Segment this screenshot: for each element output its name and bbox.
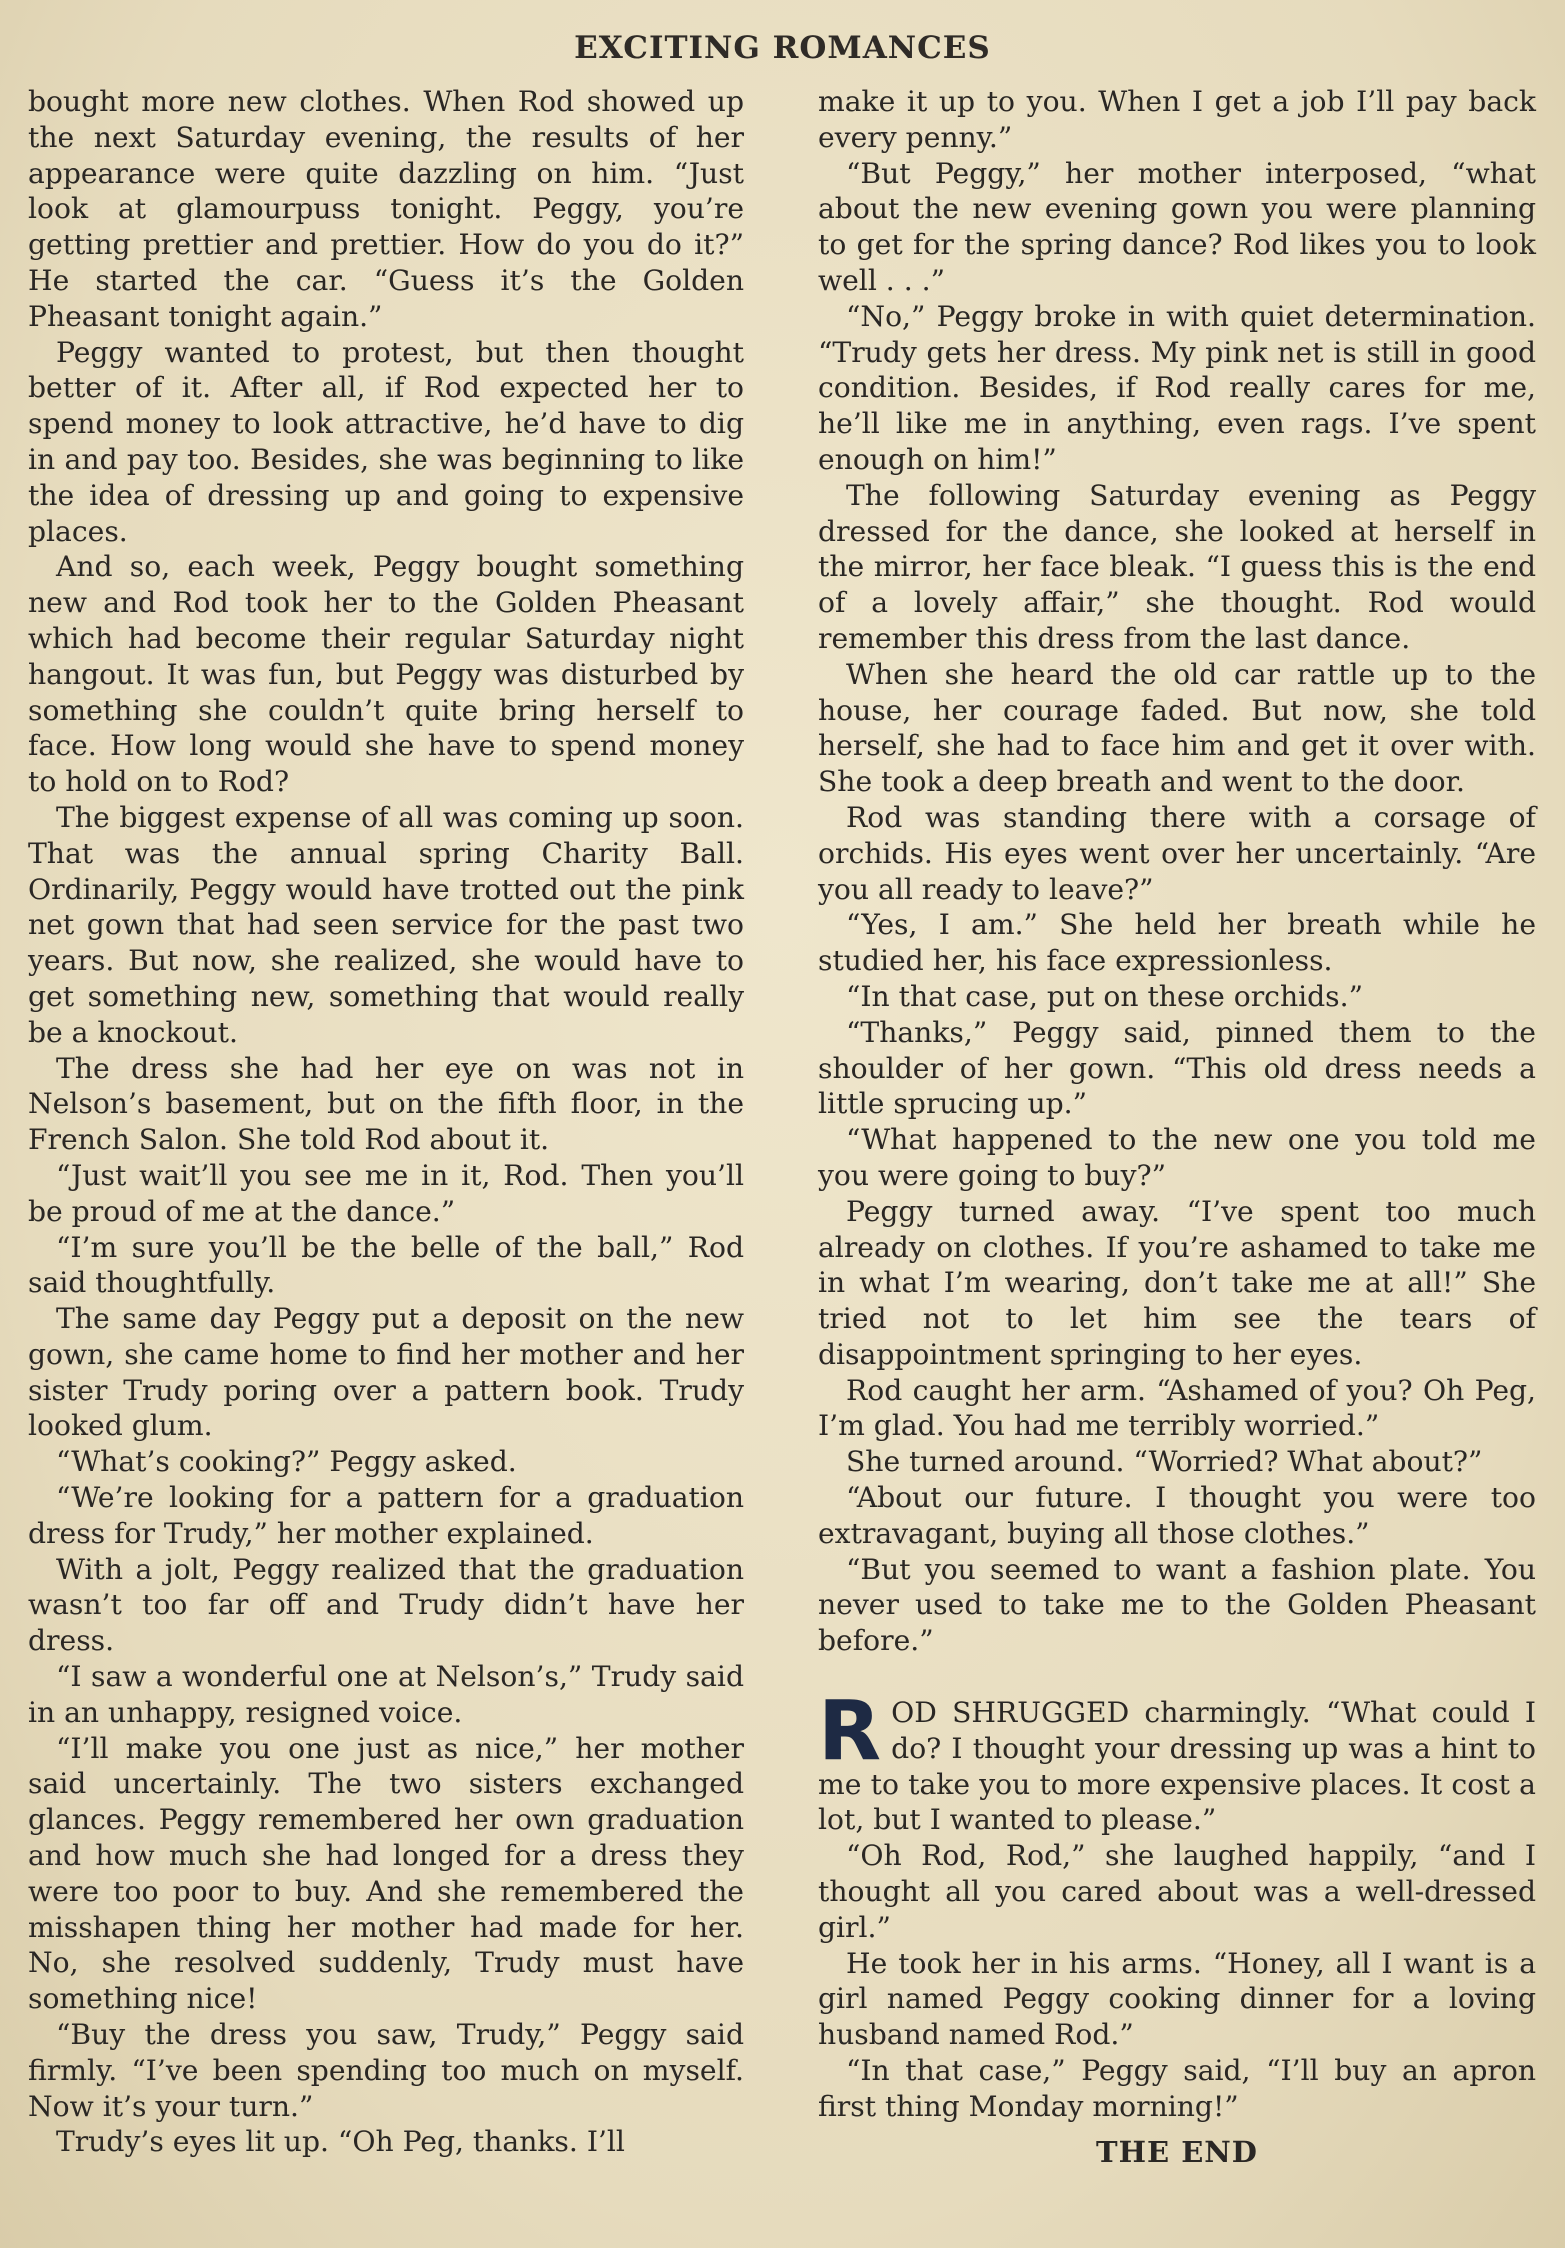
paragraph: “I’m sure you’ll be the belle of the ball,” Rod said thoughtfully. bbox=[28, 1230, 744, 1300]
paragraph: bought more new clothes. When Rod showed up the next Saturday evening, the results of her appearance were quite dazzling on him. “Just look at glamourpuss tonight. Peggy, you’re getting prettier and prettier. How do you do it?” He started the car. “Guess it’s the Golden Pheasant tonight again.” bbox=[28, 85, 744, 333]
paragraph: “No,” Peggy broke in with quiet determination. “Trudy gets her dress. My pink net is still in good condition. Besides, if Rod really cares for me, he’ll like me in anything, even rags. I’ve spent enough on him!” bbox=[818, 299, 1536, 476]
paragraph: Trudy’s eyes lit up. “Oh Peg, thanks. I’ll bbox=[56, 2125, 625, 2159]
paragraph: The biggest expense of all was coming up soon. That was the annual spring Charity Ball. Ordinarily, Peggy would have trotted out the pink net gown that had seen service for the past two years. But now, she realized, she would have to get something new, something that would really be a knockout. bbox=[28, 800, 744, 1049]
paragraph: The same day Peggy put a deposit on the new gown, she came home to find her mother and her sister Trudy poring over a pattern book. Trudy looked glum. bbox=[28, 1302, 744, 1443]
paragraph: “In that case, put on these orchids.” bbox=[846, 979, 1364, 1013]
paragraph: “I’ll make you one just as nice,” her mother said uncertainly. The two sisters exchanged glances. Peggy remembered her own graduation and how much she had longed for a dress they were too poor to buy. And she remembered the misshapen thing her mother had made for her. No, she resolved suddenly, Trudy must have something nice! bbox=[28, 1731, 744, 2016]
paragraph: “But you seemed to want a fashion plate. You never used to take me to the Golden Pheasant before.” bbox=[818, 1552, 1536, 1658]
paragraph: “What’s cooking?” Peggy asked. bbox=[56, 1445, 517, 1479]
the-end: THE END bbox=[1096, 2134, 1258, 2169]
paragraph: “But Peggy,” her mother interposed, “what about the new evening gown you were planning to get for the spring dance? Rod likes you to look well . . .” bbox=[818, 156, 1536, 297]
right-column bbox=[818, 84, 1536, 2170]
paragraph: The following Saturday evening as Peggy dressed for the dance, she looked at herself in the mirror, her face bleak. “I guess this is the end of a lovely affair,” she thought. Rod would remember this dress from the last dance. bbox=[818, 478, 1536, 655]
paragraph: “Oh Rod, Rod,” she laughed happily, “and I thought all you cared about was a well-dressed girl.” bbox=[818, 1839, 1536, 1944]
paragraph: Rod caught her arm. “Ashamed of you? Oh Peg, I’m glad. You had me terribly worried.” bbox=[818, 1373, 1536, 1443]
paragraph: “About our future. I thought you were too extravagant, buying all those clothes.” bbox=[818, 1481, 1536, 1550]
left-column bbox=[28, 84, 744, 2160]
paragraph: “What happened to the new one you told me you were going to buy?” bbox=[818, 1123, 1536, 1192]
dropcap-paragraph bbox=[818, 1684, 1537, 1838]
paragraph: The dress she had her eye on was not in Nelson’s basement, but on the fifth floor, in the French Salon. She told Rod about it. bbox=[28, 1051, 744, 1157]
paragraph: Peggy wanted to protest, but then thought better of it. After all, if Rod expected her to spend money to look attractive, he’d have to dig in and pay too. Besides, she was beginning to like the idea of dressing up and going to expensive places. bbox=[28, 335, 744, 548]
dropcap-text: charmingly. “What could I do? I thought your dressing up was a hint to me to take you to more expensive places. It cost a lot, but I wanted to please.” bbox=[818, 1696, 1537, 1837]
running-head: EXCITING ROMANCES bbox=[574, 30, 991, 66]
paragraph: “Buy the dress you saw, Trudy,” Peggy said firmly. “I’ve been spending too much on myself. Now it’s your turn.” bbox=[28, 2018, 744, 2123]
paragraph: “In that case,” Peggy said, “I’ll buy an apron first thing Monday morning!” bbox=[818, 2054, 1536, 2123]
paragraph: make it up to you. When I get a job I’ll pay back every penny.” bbox=[818, 85, 1536, 154]
paragraph: She turned around. “Worried? What about?” bbox=[846, 1445, 1483, 1479]
paragraph: Peggy turned away. “I’ve spent too much already on clothes. If you’re ashamed to take me in what I’m wearing, don’t take me at all!” She tried not to let him see the tears of disappointment springing to her eyes. bbox=[818, 1194, 1536, 1371]
paragraph: And so, each week, Peggy bought something new and Rod took her to the Golden Pheasant which had become their regular Saturday night hangout. It was fun, but Peggy was disturbed by something she couldn’t quite bring herself to face. How long would she have to spend money to hold on to Rod? bbox=[28, 550, 744, 799]
paragraph: “We’re looking for a pattern for a graduation dress for Trudy,” her mother explained. bbox=[28, 1481, 744, 1550]
paragraph: “I saw a wonderful one at Nelson’s,” Trudy said in an unhappy, resigned voice. bbox=[28, 1660, 744, 1729]
paragraph: He took her in his arms. “Honey, all I want is a girl named Peggy cooking dinner for a loving husband named Rod.” bbox=[818, 1946, 1536, 2052]
paragraph: With a jolt, Peggy realized that the graduation wasn’t too far off and Trudy didn’t have her dress. bbox=[28, 1552, 744, 1658]
paragraph: When she heard the old car rattle up to the house, her courage faded. But now, she told herself, she had to face him and get it over with. She took a deep breath and went to the door. bbox=[818, 657, 1536, 799]
drop-cap: R bbox=[818, 1684, 882, 1780]
paragraph: “Thanks,” Peggy said, pinned them to the shoulder of her gown. “This old dress needs a little sprucing up.” bbox=[818, 1015, 1536, 1121]
lead-in: OD SHRUGGED bbox=[891, 1696, 1130, 1730]
paragraph: Rod was standing there with a corsage of orchids. His eyes went over her uncertainly. “Are you all ready to leave?” bbox=[818, 800, 1536, 906]
paragraph: “Just wait’ll you see me in it, Rod. Then you’ll be proud of me at the dance.” bbox=[28, 1158, 744, 1228]
paragraph: “Yes, I am.” She held her breath while he studied her, his face expressionless. bbox=[818, 908, 1536, 978]
